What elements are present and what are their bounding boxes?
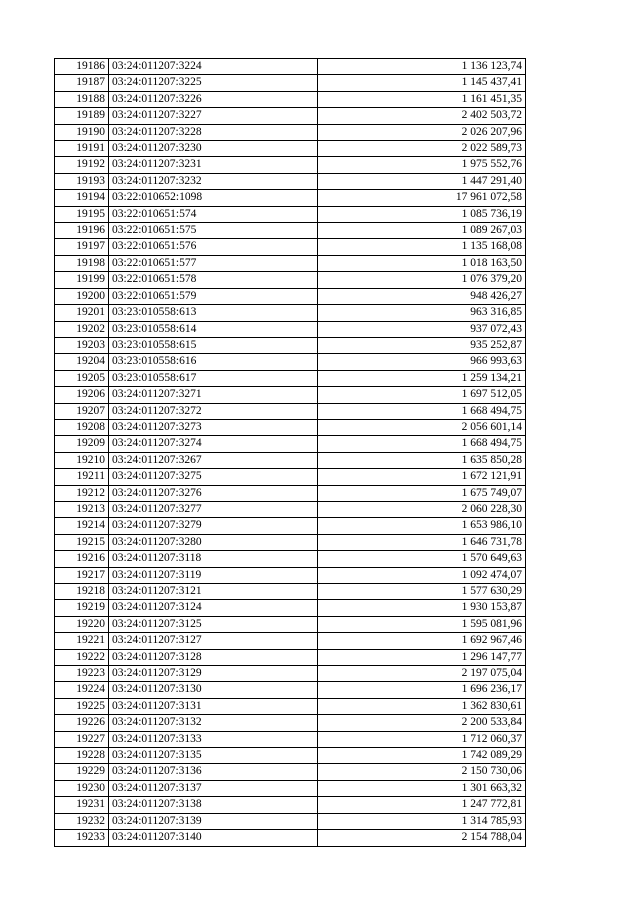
value-cell: 2 026 207,96 xyxy=(318,124,526,140)
cadastral-number-cell: 03:24:011207:3227 xyxy=(109,108,318,124)
value-cell: 2 022 589,73 xyxy=(318,141,526,157)
cadastral-number-cell: 03:22:010651:574 xyxy=(109,206,318,222)
value-cell: 2 150 730,06 xyxy=(318,764,526,780)
cadastral-number-cell: 03:22:010652:1098 xyxy=(109,190,318,206)
row-number-cell: 19187 xyxy=(55,75,109,91)
row-number-cell: 19205 xyxy=(55,370,109,386)
cadastral-number-cell: 03:24:011207:3127 xyxy=(109,633,318,649)
table-row xyxy=(55,469,526,485)
cadastral-number-cell: 03:24:011207:3228 xyxy=(109,124,318,140)
row-number-cell: 19221 xyxy=(55,633,109,649)
table-row xyxy=(55,387,526,403)
row-number-cell: 19230 xyxy=(55,780,109,796)
value-cell: 1 135 168,08 xyxy=(318,239,526,255)
row-number-cell: 19219 xyxy=(55,600,109,616)
table-row xyxy=(55,59,526,75)
cadastral-number-cell: 03:24:011207:3131 xyxy=(109,698,318,714)
value-cell: 1 646 731,78 xyxy=(318,534,526,550)
value-cell: 1 930 153,87 xyxy=(318,600,526,616)
cadastral-number-cell: 03:24:011207:3279 xyxy=(109,518,318,534)
table-row xyxy=(55,419,526,435)
table-row xyxy=(55,272,526,288)
value-cell: 1 712 060,37 xyxy=(318,731,526,747)
value-cell: 1 668 494,75 xyxy=(318,436,526,452)
table-row xyxy=(55,305,526,321)
cadastral-number-cell: 03:23:010558:613 xyxy=(109,305,318,321)
table-row xyxy=(55,518,526,534)
cadastral-number-cell: 03:24:011207:3121 xyxy=(109,584,318,600)
row-number-cell: 19197 xyxy=(55,239,109,255)
row-number-cell: 19210 xyxy=(55,452,109,468)
row-number-cell: 19217 xyxy=(55,567,109,583)
value-cell: 963 316,85 xyxy=(318,305,526,321)
cadastral-number-cell: 03:22:010651:579 xyxy=(109,288,318,304)
row-number-cell: 19232 xyxy=(55,813,109,829)
value-cell: 1 635 850,28 xyxy=(318,452,526,468)
table-row xyxy=(55,206,526,222)
table-row xyxy=(55,255,526,271)
row-number-cell: 19188 xyxy=(55,91,109,107)
row-number-cell: 19226 xyxy=(55,715,109,731)
row-number-cell: 19194 xyxy=(55,190,109,206)
table-row xyxy=(55,288,526,304)
table-row xyxy=(55,666,526,682)
cadastral-number-cell: 03:23:010558:615 xyxy=(109,337,318,353)
table-row xyxy=(55,354,526,370)
table-row xyxy=(55,485,526,501)
cadastral-number-cell: 03:24:011207:3226 xyxy=(109,91,318,107)
table-row xyxy=(55,551,526,567)
value-cell: 948 426,27 xyxy=(318,288,526,304)
table-row xyxy=(55,567,526,583)
value-cell: 2 060 228,30 xyxy=(318,501,526,517)
table-row xyxy=(55,830,526,846)
cadastral-number-cell: 03:22:010651:576 xyxy=(109,239,318,255)
table-row xyxy=(55,584,526,600)
row-number-cell: 19190 xyxy=(55,124,109,140)
row-number-cell: 19192 xyxy=(55,157,109,173)
row-number-cell: 19209 xyxy=(55,436,109,452)
value-cell: 1 595 081,96 xyxy=(318,616,526,632)
table-row xyxy=(55,600,526,616)
value-cell: 17 961 072,58 xyxy=(318,190,526,206)
value-cell: 1 018 163,50 xyxy=(318,255,526,271)
table-row xyxy=(55,239,526,255)
table-row xyxy=(55,337,526,353)
table-row xyxy=(55,436,526,452)
cadastral-number-cell: 03:24:011207:3130 xyxy=(109,682,318,698)
table-row xyxy=(55,649,526,665)
value-cell: 1 161 451,35 xyxy=(318,91,526,107)
table-row xyxy=(55,190,526,206)
value-cell: 1 314 785,93 xyxy=(318,813,526,829)
table-row xyxy=(55,797,526,813)
value-cell: 1 696 236,17 xyxy=(318,682,526,698)
cadastral-number-cell: 03:24:011207:3230 xyxy=(109,141,318,157)
table-row xyxy=(55,534,526,550)
value-cell: 1 247 772,81 xyxy=(318,797,526,813)
cadastral-number-cell: 03:23:010558:614 xyxy=(109,321,318,337)
row-number-cell: 19213 xyxy=(55,501,109,517)
row-number-cell: 19220 xyxy=(55,616,109,632)
cadastral-number-cell: 03:24:011207:3129 xyxy=(109,666,318,682)
value-cell: 2 200 533,84 xyxy=(318,715,526,731)
cadastral-number-cell: 03:24:011207:3128 xyxy=(109,649,318,665)
cadastral-number-cell: 03:24:011207:3280 xyxy=(109,534,318,550)
value-cell: 1 085 736,19 xyxy=(318,206,526,222)
registry-table xyxy=(54,58,526,847)
row-number-cell: 19203 xyxy=(55,337,109,353)
table-row xyxy=(55,403,526,419)
value-cell: 1 668 494,75 xyxy=(318,403,526,419)
cadastral-number-cell: 03:24:011207:3136 xyxy=(109,764,318,780)
table-row xyxy=(55,370,526,386)
row-number-cell: 19186 xyxy=(55,59,109,75)
value-cell: 937 072,43 xyxy=(318,321,526,337)
row-number-cell: 19199 xyxy=(55,272,109,288)
table-row xyxy=(55,813,526,829)
cadastral-number-cell: 03:22:010651:577 xyxy=(109,255,318,271)
cadastral-number-cell: 03:24:011207:3277 xyxy=(109,501,318,517)
row-number-cell: 19223 xyxy=(55,666,109,682)
cadastral-number-cell: 03:24:011207:3140 xyxy=(109,830,318,846)
row-number-cell: 19202 xyxy=(55,321,109,337)
cadastral-number-cell: 03:24:011207:3232 xyxy=(109,173,318,189)
table-row xyxy=(55,157,526,173)
table-row xyxy=(55,780,526,796)
cadastral-number-cell: 03:22:010651:575 xyxy=(109,223,318,239)
table-row xyxy=(55,633,526,649)
cadastral-number-cell: 03:24:011207:3274 xyxy=(109,436,318,452)
row-number-cell: 19218 xyxy=(55,584,109,600)
value-cell: 2 154 788,04 xyxy=(318,830,526,846)
row-number-cell: 19227 xyxy=(55,731,109,747)
row-number-cell: 19224 xyxy=(55,682,109,698)
cadastral-number-cell: 03:24:011207:3135 xyxy=(109,748,318,764)
table-row xyxy=(55,748,526,764)
value-cell: 1 136 123,74 xyxy=(318,59,526,75)
table-row xyxy=(55,173,526,189)
row-number-cell: 19207 xyxy=(55,403,109,419)
row-number-cell: 19204 xyxy=(55,354,109,370)
value-cell: 1 577 630,29 xyxy=(318,584,526,600)
row-number-cell: 19231 xyxy=(55,797,109,813)
table-row xyxy=(55,124,526,140)
row-number-cell: 19198 xyxy=(55,255,109,271)
row-number-cell: 19215 xyxy=(55,534,109,550)
cadastral-number-cell: 03:24:011207:3271 xyxy=(109,387,318,403)
row-number-cell: 19208 xyxy=(55,419,109,435)
table-row xyxy=(55,223,526,239)
value-cell: 1 092 474,07 xyxy=(318,567,526,583)
row-number-cell: 19229 xyxy=(55,764,109,780)
cadastral-number-cell: 03:24:011207:3224 xyxy=(109,59,318,75)
row-number-cell: 19189 xyxy=(55,108,109,124)
value-cell: 1 447 291,40 xyxy=(318,173,526,189)
value-cell: 1 362 830,61 xyxy=(318,698,526,714)
row-number-cell: 19214 xyxy=(55,518,109,534)
cadastral-number-cell: 03:23:010558:616 xyxy=(109,354,318,370)
cadastral-number-cell: 03:24:011207:3138 xyxy=(109,797,318,813)
value-cell: 1 653 986,10 xyxy=(318,518,526,534)
value-cell: 1 742 089,29 xyxy=(318,748,526,764)
row-number-cell: 19216 xyxy=(55,551,109,567)
table-row xyxy=(55,501,526,517)
value-cell: 1 675 749,07 xyxy=(318,485,526,501)
value-cell: 2 197 075,04 xyxy=(318,666,526,682)
cadastral-number-cell: 03:24:011207:3137 xyxy=(109,780,318,796)
row-number-cell: 19195 xyxy=(55,206,109,222)
table-row xyxy=(55,141,526,157)
cadastral-number-cell: 03:24:011207:3119 xyxy=(109,567,318,583)
table-row xyxy=(55,698,526,714)
cadastral-number-cell: 03:24:011207:3231 xyxy=(109,157,318,173)
value-cell: 1 692 967,46 xyxy=(318,633,526,649)
cadastral-number-cell: 03:23:010558:617 xyxy=(109,370,318,386)
row-number-cell: 19225 xyxy=(55,698,109,714)
cadastral-number-cell: 03:24:011207:3225 xyxy=(109,75,318,91)
cadastral-number-cell: 03:24:011207:3132 xyxy=(109,715,318,731)
value-cell: 1 089 267,03 xyxy=(318,223,526,239)
value-cell: 935 252,87 xyxy=(318,337,526,353)
row-number-cell: 19222 xyxy=(55,649,109,665)
table-row xyxy=(55,715,526,731)
value-cell: 1 259 134,21 xyxy=(318,370,526,386)
cadastral-number-cell: 03:24:011207:3133 xyxy=(109,731,318,747)
row-number-cell: 19193 xyxy=(55,173,109,189)
cadastral-number-cell: 03:24:011207:3276 xyxy=(109,485,318,501)
value-cell: 1 697 512,05 xyxy=(318,387,526,403)
row-number-cell: 19191 xyxy=(55,141,109,157)
row-number-cell: 19206 xyxy=(55,387,109,403)
table-row xyxy=(55,452,526,468)
cadastral-number-cell: 03:24:011207:3272 xyxy=(109,403,318,419)
value-cell: 1 145 437,41 xyxy=(318,75,526,91)
registry-table-body xyxy=(55,59,526,847)
value-cell: 2 056 601,14 xyxy=(318,419,526,435)
value-cell: 1 975 552,76 xyxy=(318,157,526,173)
cadastral-number-cell: 03:24:011207:3118 xyxy=(109,551,318,567)
cadastral-number-cell: 03:24:011207:3273 xyxy=(109,419,318,435)
cadastral-number-cell: 03:24:011207:3139 xyxy=(109,813,318,829)
table-row xyxy=(55,321,526,337)
table-row xyxy=(55,75,526,91)
cadastral-number-cell: 03:24:011207:3275 xyxy=(109,469,318,485)
value-cell: 1 570 649,63 xyxy=(318,551,526,567)
value-cell: 1 301 663,32 xyxy=(318,780,526,796)
row-number-cell: 19201 xyxy=(55,305,109,321)
row-number-cell: 19211 xyxy=(55,469,109,485)
value-cell: 1 296 147,77 xyxy=(318,649,526,665)
value-cell: 1 076 379,20 xyxy=(318,272,526,288)
cadastral-number-cell: 03:24:011207:3125 xyxy=(109,616,318,632)
table-row xyxy=(55,682,526,698)
value-cell: 1 672 121,91 xyxy=(318,469,526,485)
cadastral-number-cell: 03:22:010651:578 xyxy=(109,272,318,288)
row-number-cell: 19228 xyxy=(55,748,109,764)
cadastral-number-cell: 03:24:011207:3124 xyxy=(109,600,318,616)
value-cell: 2 402 503,72 xyxy=(318,108,526,124)
row-number-cell: 19233 xyxy=(55,830,109,846)
table-row xyxy=(55,616,526,632)
row-number-cell: 19196 xyxy=(55,223,109,239)
cadastral-number-cell: 03:24:011207:3267 xyxy=(109,452,318,468)
value-cell: 966 993,63 xyxy=(318,354,526,370)
row-number-cell: 19212 xyxy=(55,485,109,501)
row-number-cell: 19200 xyxy=(55,288,109,304)
table-row xyxy=(55,731,526,747)
table-row xyxy=(55,108,526,124)
table-row xyxy=(55,91,526,107)
table-row xyxy=(55,764,526,780)
